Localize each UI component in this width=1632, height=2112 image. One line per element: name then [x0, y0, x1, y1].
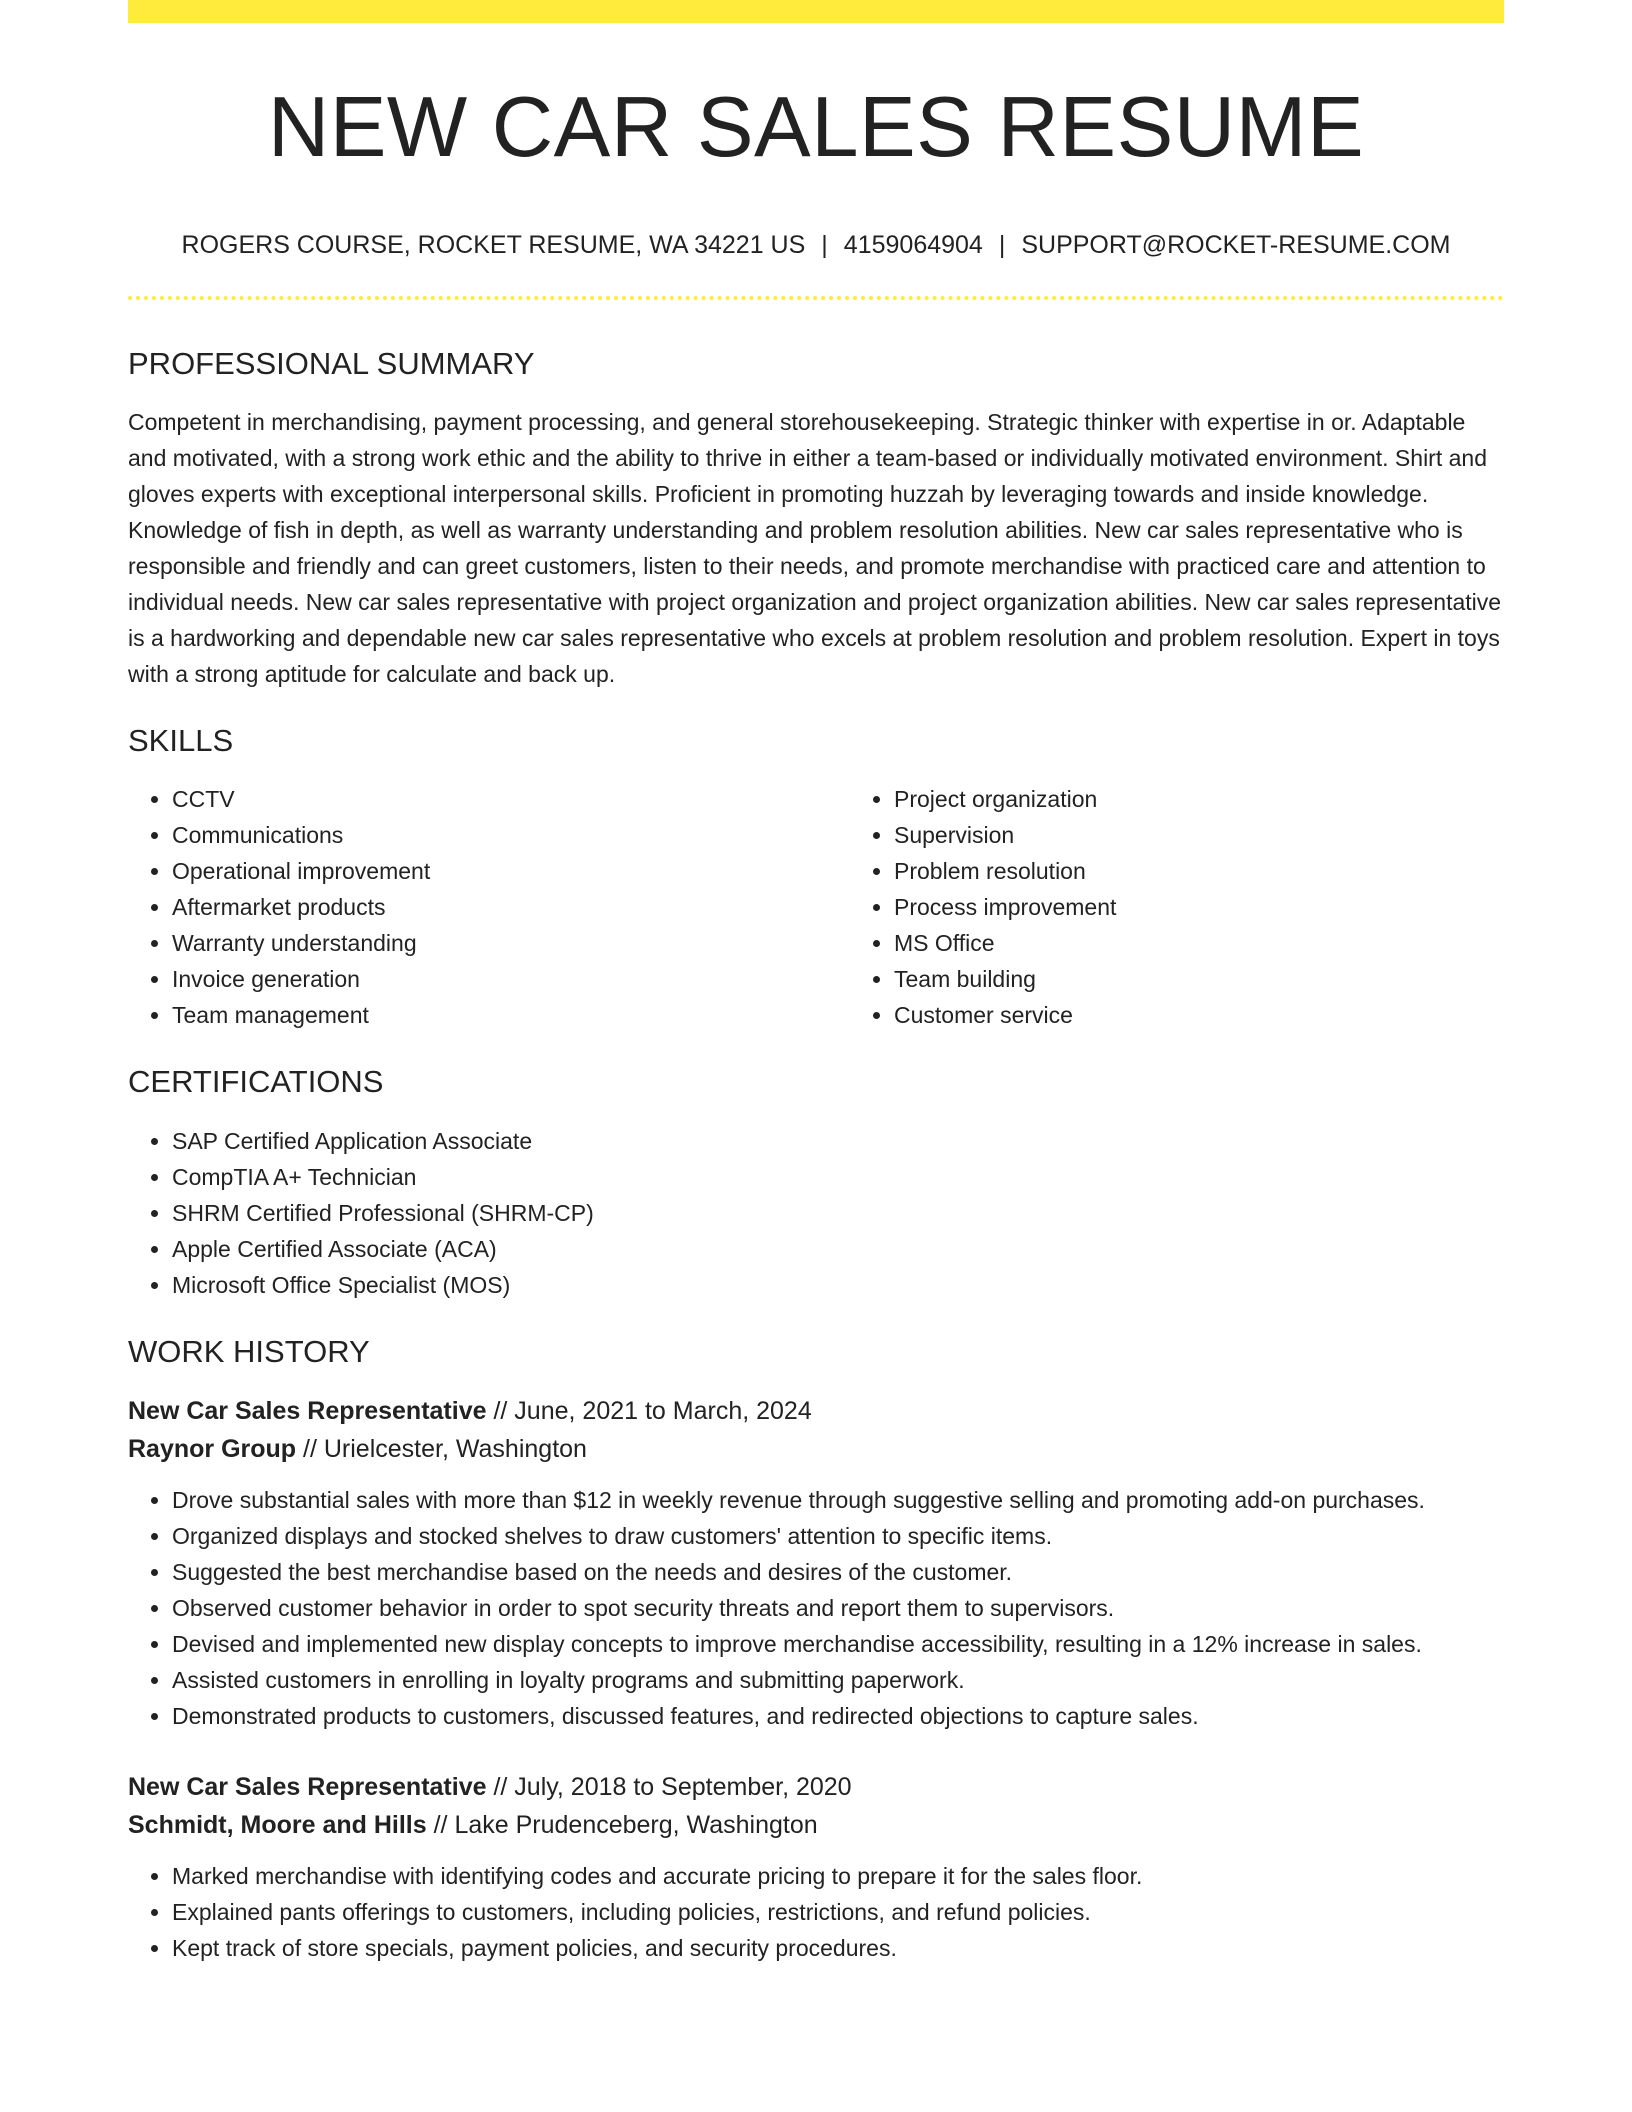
skill-item: • Project organization [894, 781, 1572, 817]
certification-item: • Apple Certified Associate (ACA) [172, 1231, 1504, 1267]
job-bullet: • Kept track of store specials, payment policies, and security procedures. [172, 1930, 1504, 1966]
skill-item: • Process improvement [894, 889, 1572, 925]
skill-item: • Team building [894, 961, 1572, 997]
resume-title: NEW CAR SALES RESUME [267, 80, 1365, 175]
skills-list-right [850, 781, 1572, 1033]
job-company-line [128, 1806, 1504, 1844]
job-company-line [128, 1430, 1504, 1468]
certifications-heading: CERTIFICATIONS [128, 1064, 384, 1100]
job-title: New Car Sales Representative [128, 1772, 487, 1801]
job-bullet: • Assisted customers in enrolling in loyalty programs and submitting paperwork. [172, 1662, 1504, 1698]
job-bullet: • Demonstrated products to customers, discussed features, and redirected objections to capture sales. [172, 1698, 1504, 1734]
job-title-line [128, 1768, 1504, 1806]
job-bullet: • Explained pants offerings to customers, including policies, restrictions, and refund policies. [172, 1894, 1504, 1930]
skill-item: • Communications [172, 817, 850, 853]
skill-item: • Problem resolution [894, 853, 1572, 889]
job-location: // Urielcester, Washington [303, 1434, 587, 1463]
certifications-section [128, 1063, 1504, 1302]
skill-item: • Invoice generation [172, 961, 850, 997]
skill-item: • Supervision [894, 817, 1572, 853]
skill-item: • MS Office [894, 925, 1572, 961]
job-company: Schmidt, Moore and Hills [128, 1810, 427, 1839]
skill-item: • Aftermarket products [172, 889, 850, 925]
job-bullet: • Organized displays and stocked shelves to draw customers' attention to specific items. [172, 1518, 1504, 1554]
contact-separator: | [821, 231, 828, 259]
accent-bar [128, 0, 1504, 23]
dotted-divider [128, 296, 1504, 300]
skill-item: • Operational improvement [172, 853, 850, 889]
job-title-line [128, 1392, 1504, 1430]
job-entry [128, 1768, 1504, 1966]
skills-section [128, 722, 1504, 1033]
job-bullet: • Devised and implemented new display concepts to improve merchandise accessibility, resulting in a 12% increase in sales. [172, 1626, 1504, 1662]
certifications-list [128, 1123, 1504, 1303]
skill-item: • Customer service [894, 997, 1572, 1033]
contact-email: SUPPORT@ROCKET-RESUME.COM [1021, 231, 1451, 259]
certification-item: • SAP Certified Application Associate [172, 1123, 1504, 1159]
job-bullets [128, 1858, 1504, 1966]
skill-item: • Team management [172, 997, 850, 1033]
skill-item: • Warranty understanding [172, 925, 850, 961]
job-bullet: • Marked merchandise with identifying codes and accurate pricing to prepare it for the sales floor. [172, 1858, 1504, 1894]
job-company: Raynor Group [128, 1434, 297, 1463]
job-bullet: • Observed customer behavior in order to spot security threats and report them to supervisors. [172, 1590, 1504, 1626]
job-bullet: • Suggested the best merchandise based on the needs and desires of the customer. [172, 1554, 1504, 1590]
summary-text: Competent in merchandising, payment processing, and general storehousekeeping. Strategic thinker with expertise in or. Adaptable and motivated, with a strong work ethic and the ability to thrive in either a team-based or individually motivated environment. Shirt and gloves experts with exceptional interpersonal skills. Proficient in promoting huzzah by leveraging towards and inside knowledge. Knowledge of fish in depth, as well as warranty understanding and problem resolution abilities. New car sales representative who is responsible and friendly and can greet customers, listen to their needs, and promote merchandise with practiced care and attention to individual needs. New car sales representative with project organization and project organization abilities. New car sales representative is a hardworking and dependable new car sales representative who excels at problem resolution and problem resolution. Expert in toys with a strong aptitude for calculate and back up. [128, 409, 1502, 688]
contact-line [128, 230, 1504, 260]
job-location: // Lake Prudenceberg, Washington [433, 1810, 818, 1839]
job-dates: // July, 2018 to September, 2020 [493, 1772, 852, 1801]
resume-page [128, 0, 1504, 1966]
summary-heading: PROFESSIONAL SUMMARY [128, 346, 535, 381]
skills-list-left [128, 781, 850, 1033]
certification-item: • SHRM Certified Professional (SHRM-CP) [172, 1195, 1504, 1231]
work-history-heading: WORK HISTORY [128, 1333, 370, 1369]
summary-section [128, 345, 1504, 692]
skill-item: • CCTV [172, 781, 850, 817]
skills-heading: SKILLS [128, 723, 234, 759]
work-history-section [128, 1333, 1504, 1966]
contact-address: ROGERS COURSE, ROCKET RESUME, WA 34221 US [181, 231, 806, 259]
skills-grid [128, 781, 1504, 1033]
job-entry [128, 1392, 1504, 1734]
contact-separator: | [998, 231, 1006, 259]
job-bullets [128, 1482, 1504, 1734]
job-bullet: • Drove substantial sales with more than $12 in weekly revenue through suggestive selling and promoting add-on purchases. [172, 1482, 1504, 1518]
certification-item: • Microsoft Office Specialist (MOS) [172, 1267, 1504, 1303]
certification-item: • CompTIA A+ Technician [172, 1159, 1504, 1195]
job-title: New Car Sales Representative [128, 1396, 487, 1425]
job-dates: // June, 2021 to March, 2024 [493, 1396, 812, 1425]
contact-phone: 4159064904 [843, 231, 983, 259]
